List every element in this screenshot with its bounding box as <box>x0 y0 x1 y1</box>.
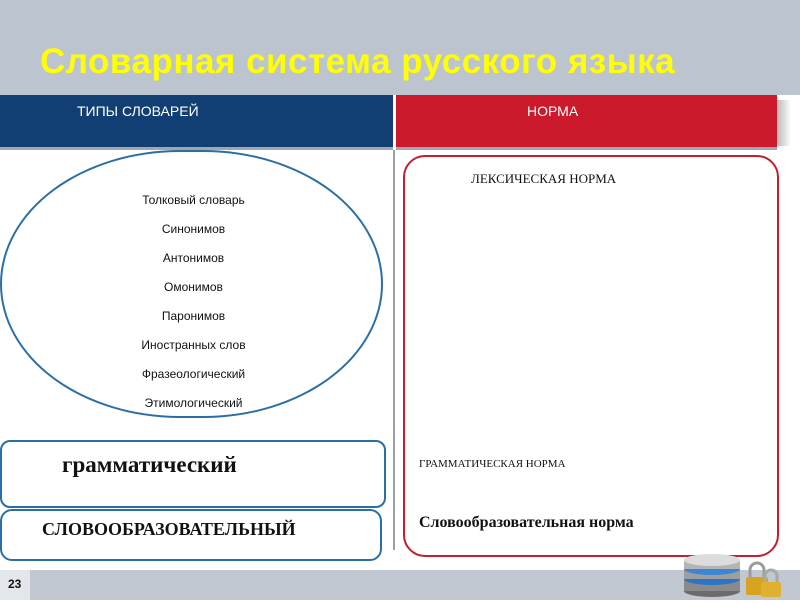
dictionary-item: Толковый словарь <box>142 193 245 207</box>
tab-norm <box>396 95 777 150</box>
dictionary-item: Иностранных слов <box>141 338 246 352</box>
page-number: 23 <box>8 577 22 591</box>
grammatical-norm-label: ГРАММАТИЧЕСКАЯ НОРМА <box>419 458 566 470</box>
tab-dictionary-types <box>0 95 393 150</box>
dictionary-item: Антонимов <box>162 251 225 265</box>
dictionary-item: Омонимов <box>164 280 223 294</box>
dictionary-item: Паронимов <box>161 309 226 323</box>
tab-norm-label: НОРМА <box>527 103 579 119</box>
word-formation-dictionary-label: СЛОВООБРАЗОВАТЕЛЬНЫЙ <box>42 519 296 539</box>
slide-title: Словарная система русского языка <box>40 42 676 81</box>
column-divider <box>393 150 395 550</box>
lexical-norm-label: ЛЕКСИЧЕСКАЯ НОРМА <box>471 171 617 186</box>
word-formation-dictionary-box <box>0 509 382 561</box>
word-formation-norm-label: Словообразовательная норма <box>419 514 634 531</box>
dictionary-item: Синонимов <box>161 222 226 236</box>
dictionary-types-oval <box>0 150 383 418</box>
grammatical-dictionary-box <box>0 440 386 508</box>
grammatical-dictionary-label: грамматический <box>62 452 237 477</box>
dictionary-item: Этимологический <box>144 396 243 410</box>
tab-shadow <box>777 100 791 146</box>
norms-panel <box>403 155 779 557</box>
database-lock-icon <box>668 553 788 603</box>
dictionary-list <box>2 192 385 424</box>
tab-dictionary-types-label: ТИПЫ СЛОВАРЕЙ <box>77 103 199 119</box>
dictionary-item: Фразеологический <box>141 367 246 381</box>
